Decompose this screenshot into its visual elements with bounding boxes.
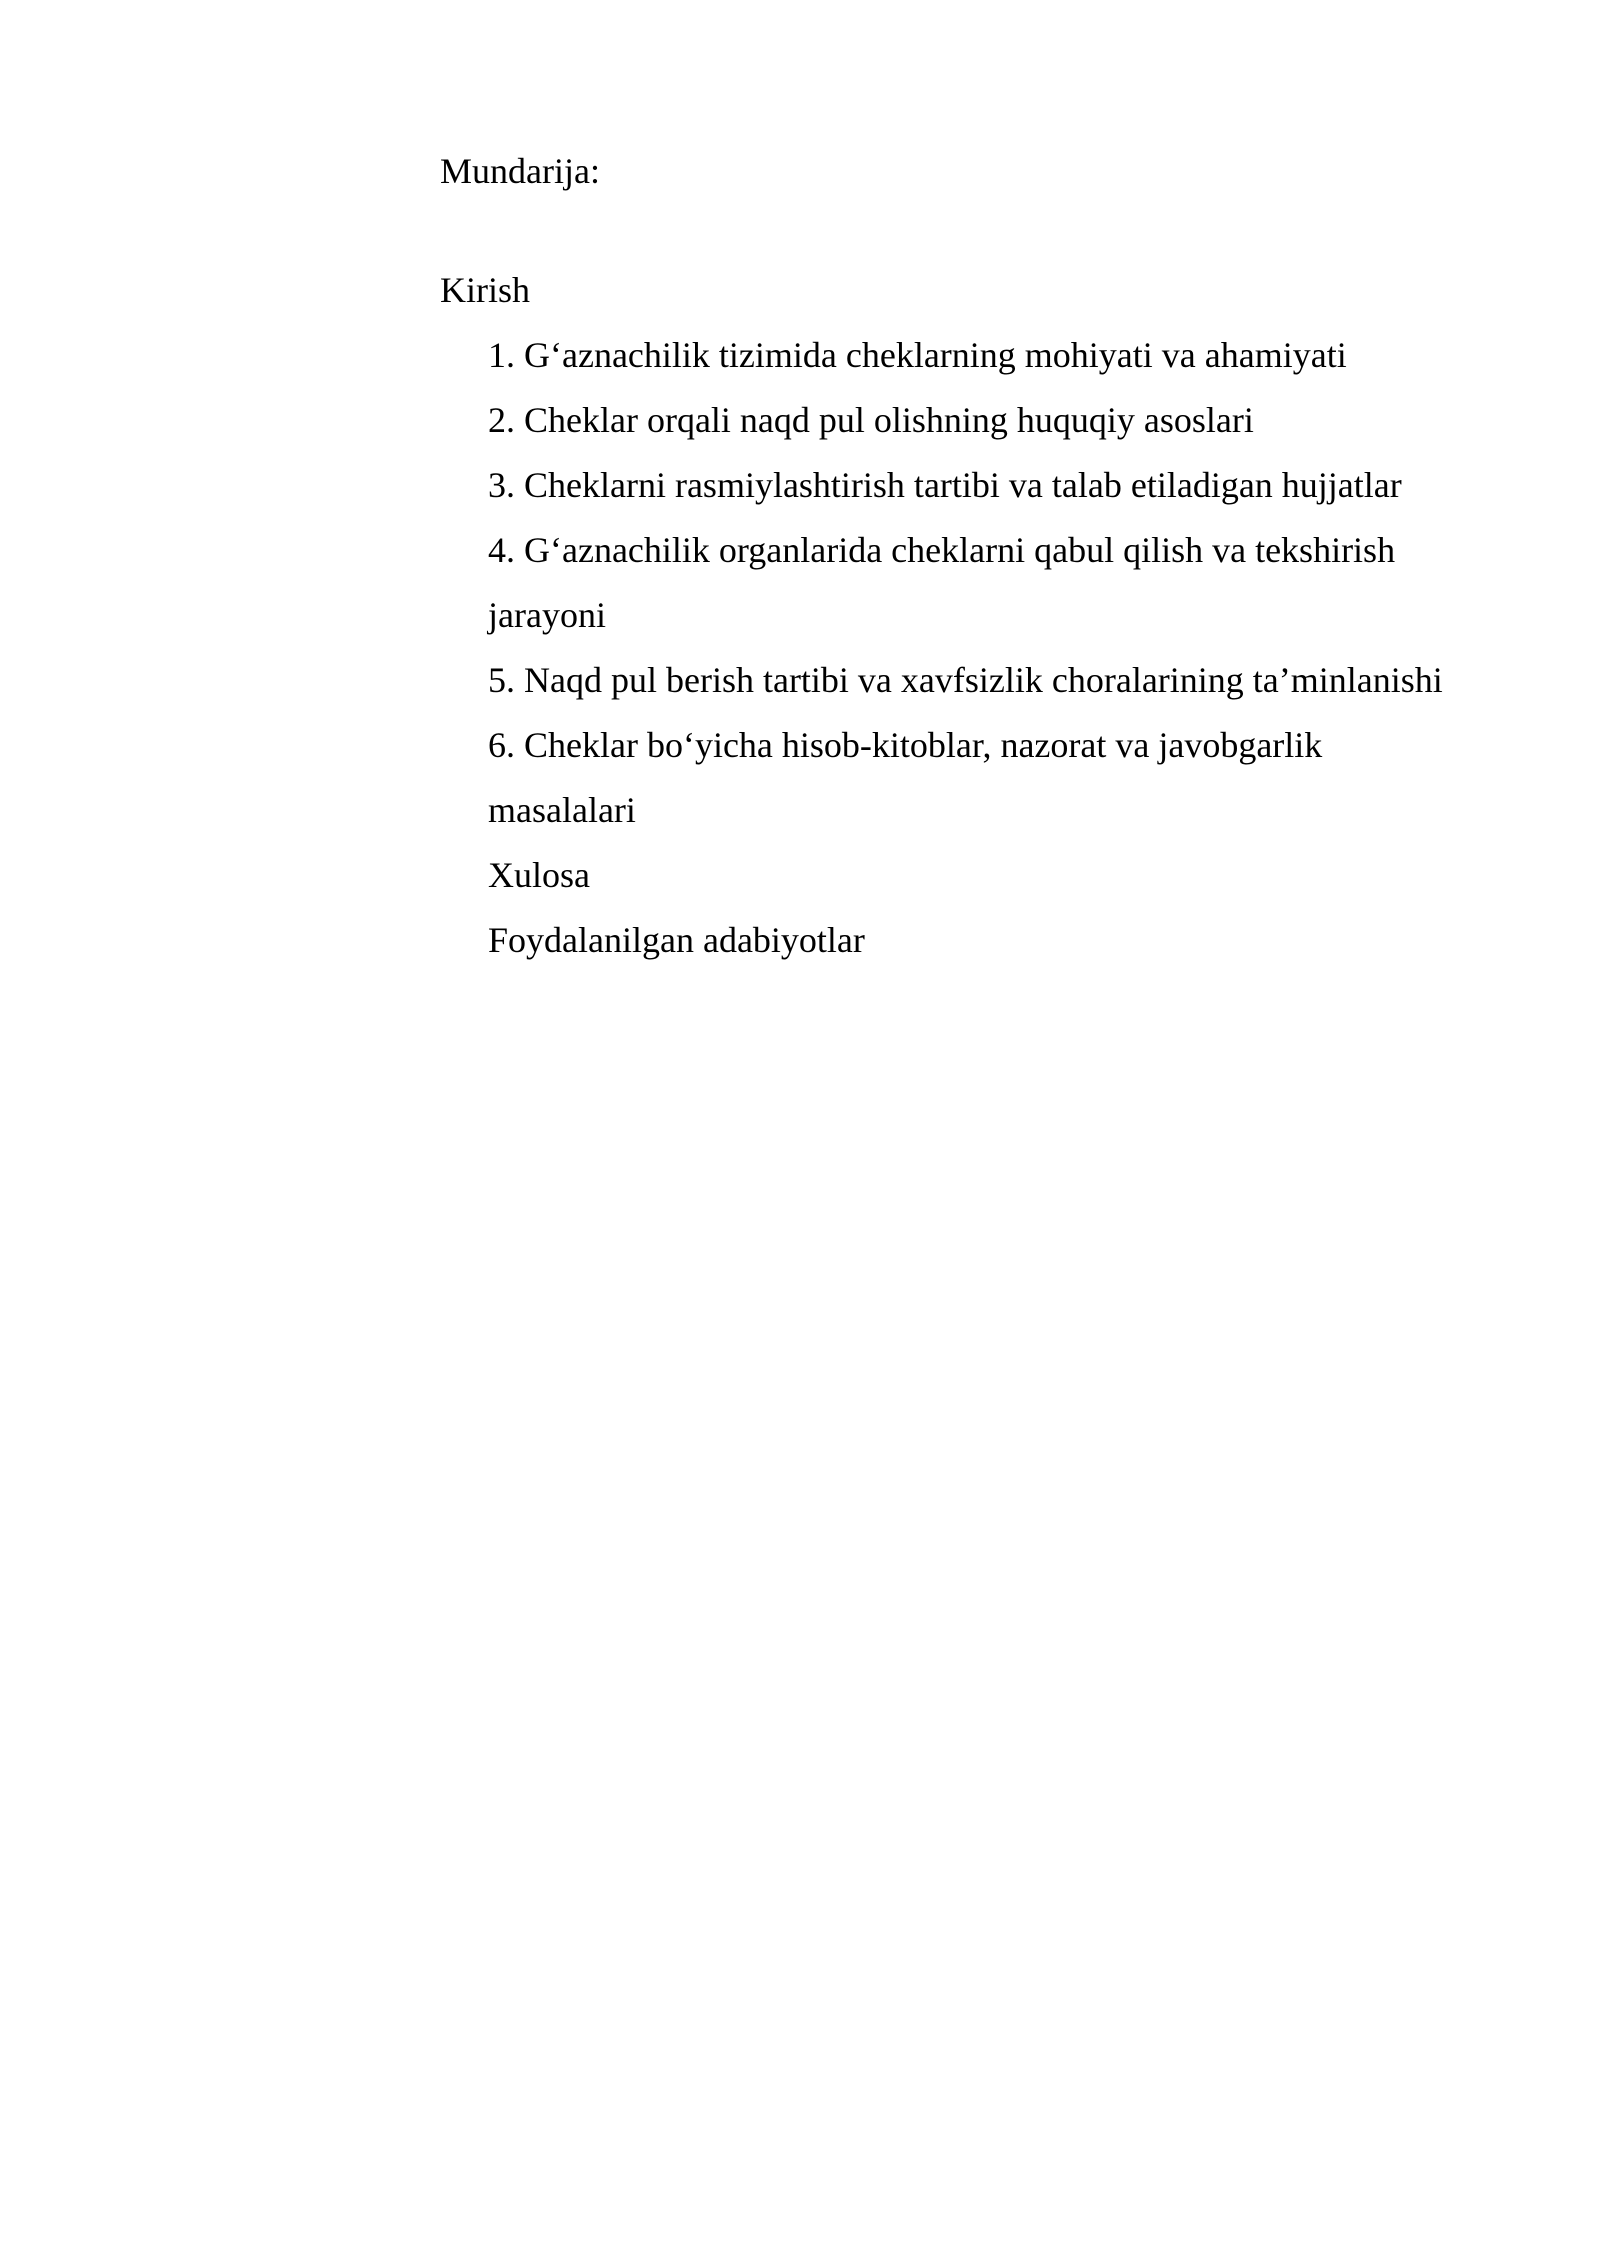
toc-entry-chapter-6: 6. Cheklar bo‘yicha hisob-kitoblar, nazorat va javobgarlik <box>488 725 1323 765</box>
table-of-contents <box>440 258 1443 973</box>
toc-heading: Mundarija: <box>440 151 600 191</box>
toc-entry-chapter-2: 2. Cheklar orqali naqd pul olishning huquqiy asoslari <box>488 400 1254 440</box>
toc-entry-chapter-3: 3. Cheklarni rasmiylashtirish tartibi va talab etiladigan hujjatlar <box>488 465 1402 505</box>
toc-entry-references: Foydalanilgan adabiyotlar <box>488 920 865 960</box>
toc-entry-chapter-4-continued: jarayoni <box>488 595 606 635</box>
toc-entry-chapter-6-continued: masalalari <box>488 790 636 830</box>
toc-entry-conclusion: Xulosa <box>488 855 590 895</box>
toc-entry-chapter-4: 4. G‘aznachilik organlarida cheklarni qabul qilish va tekshirish <box>488 530 1396 570</box>
toc-entry-introduction: Kirish <box>440 270 530 310</box>
toc-entry-chapter-1: 1. G‘aznachilik tizimida cheklarning mohiyati va ahamiyati <box>488 335 1347 375</box>
toc-entry-chapter-5: 5. Naqd pul berish tartibi va xavfsizlik choralarining ta’minlanishi <box>488 660 1443 700</box>
